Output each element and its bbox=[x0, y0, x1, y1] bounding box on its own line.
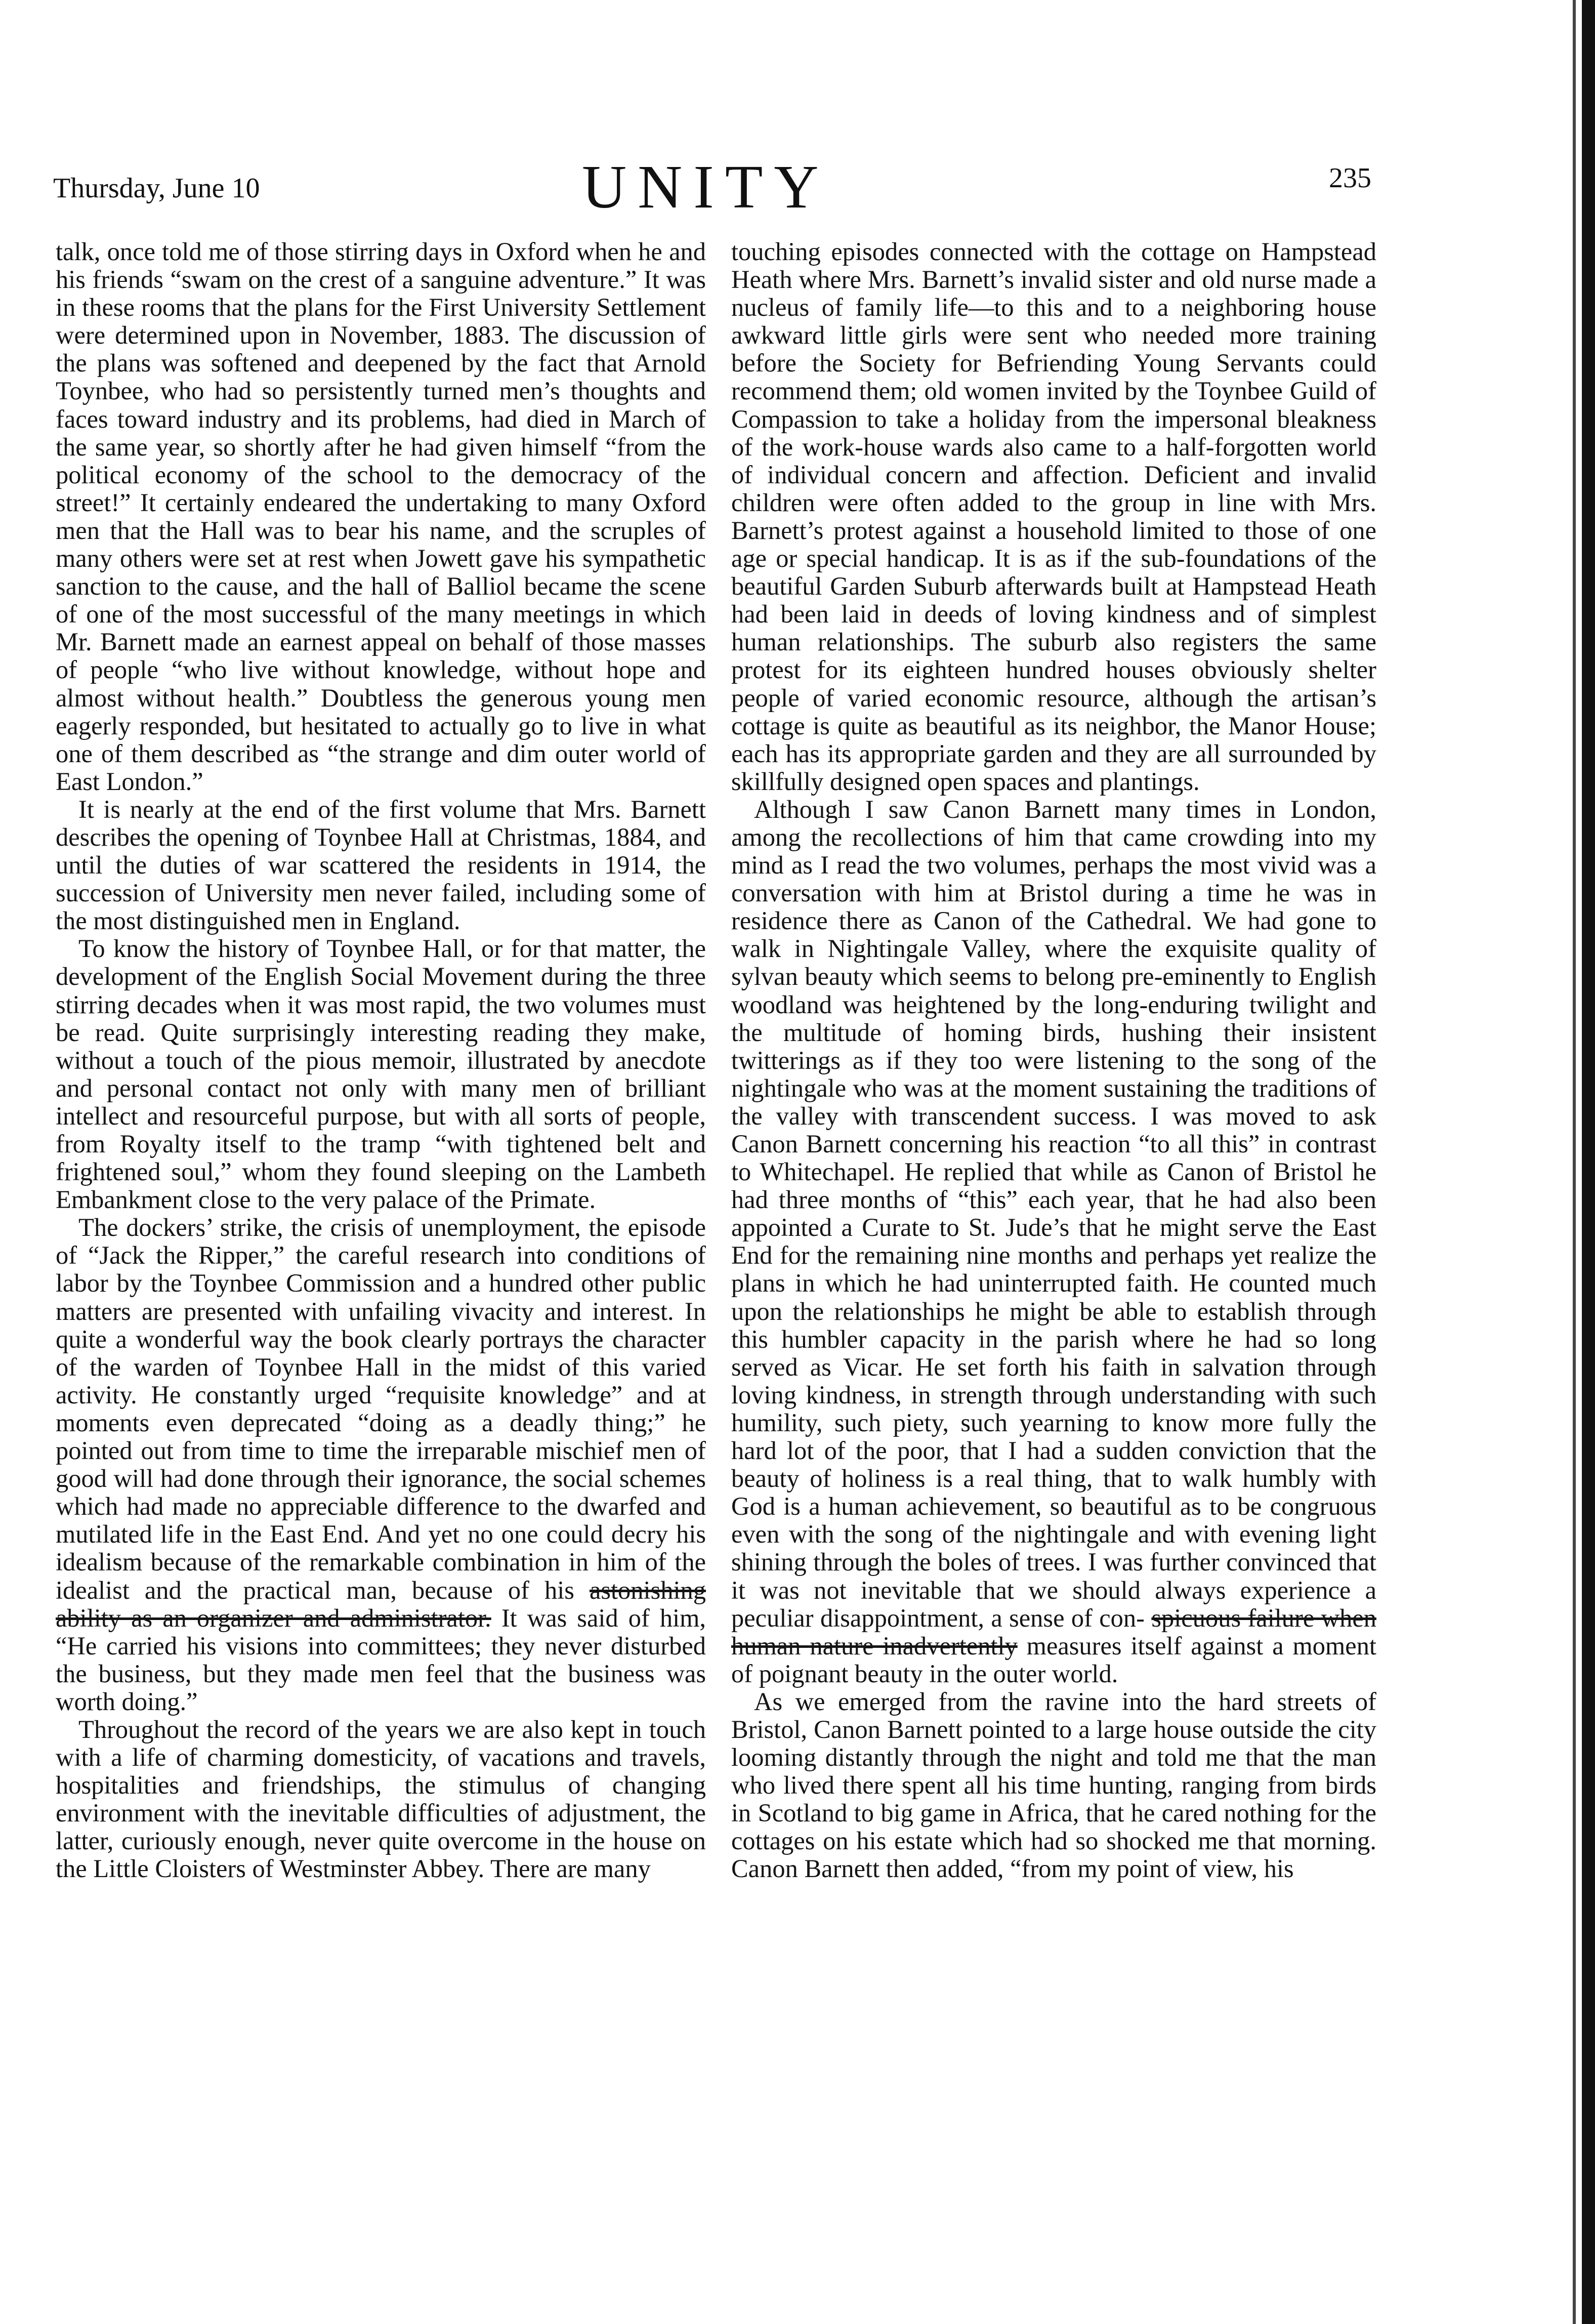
left-paragraph-1: talk, once told me of those stirring days in Oxford when he and his friends “swam on the crest of a sanguine adventure.” It was in these rooms that the plans for the First University Settlement were determined upon in November, 1883. The discussion of the plans was softened and deepened by the fact that Arnold Toynbee, who had so persistently turned men’s thoughts and faces toward industry and its problems, had died in March of the same year, so shortly after he had given himself “from the political economy of the school to the democracy of the street!” It certainly endeared the undertaking to many Oxford men that the Hall was to bear his name, and the scruples of many others were set at rest when Jowett gave his sympathetic sanction to the cause, and the hall of Balliol became the scene of one of the most successful of the many meetings in which Mr. Barnett made an earnest appeal on behalf of those masses of people “who live without knowledge, without hope and almost without health.” Doubtless the generous young men eagerly responded, but hesitated to actually go to live in what one of them described as “the strange and dim outer world of East London.” bbox=[56, 237, 706, 796]
struck-through-text: astonishing ability as an organizer and administrator. bbox=[56, 1575, 706, 1632]
right-paragraph-2 bbox=[731, 796, 1376, 1688]
page-number: 235 bbox=[1329, 162, 1371, 194]
struck-through-text: spicuous failure when human nature inadvertently bbox=[731, 1603, 1376, 1660]
right-column bbox=[731, 238, 1376, 1883]
left-paragraph-3: To know the history of Toynbee Hall, or for that matter, the development of the English Social Movement during the three stirring decades when it was most rapid, the two volumes must be read. Quite surprisingly interesting reading they make, without a touch of the pious memoir, illustrated by anecdote and personal contact not only with many men of brilliant intellect and resourceful purpose, but with all sorts of people, from Royalty itself to the tramp “with tightened belt and frightened soul,” whom they found sleeping on the Lambeth Embankment close to the very palace of the Primate. bbox=[56, 934, 706, 1214]
page-header bbox=[53, 152, 1371, 228]
masthead-title: UNITY bbox=[582, 153, 830, 221]
left-column bbox=[56, 238, 706, 1883]
right-paragraph-3: As we emerged from the ravine into the hard streets of Bristol, Canon Barnett pointed to a large house outside the city looming distantly through the night and told me that the man who lived there spent all his time hunting, ranging from birds in Scotland to big game in Africa, that he cared nothing for the cottages on his estate which had so shocked me that morning. Canon Barnett then added, “from my point of view, his bbox=[731, 1687, 1376, 1883]
issue-date: Thursday, June 10 bbox=[53, 173, 260, 204]
right-paragraph-2-part-a: Although I saw Canon Barnett many times in London, among the recollections of him that came crowding into my mind as I read the two volumes, perhaps the most vivid was a conversation with him at Bristol during a time he was in residence there as Canon of the Cathedral. We had gone to walk in Nightingale Valley, where the exquisite quality of sylvan beauty which seems to belong pre-eminently to English woodland was heightened by the long-enduring twilight and the multitude of homing birds, hushing their insistent twitterings as if they too were listening to the song of the nightingale who was at the moment sustaining the traditions of the valley with transcendent success. I was moved to ask Canon Barnett concerning his reaction “to all this” in contrast to Whitechapel. He replied that while as Canon of Bristol he had three months of “this” each year, that he had also been appointed a Curate to St. Jude’s that he might serve the East End for the remaining nine months and perhaps yet realize the plans in which he had uninterrupted faith. He counted much upon the relationships he might be able to establish through this humbler capacity in the parish where he had so long served as Vicar. He set forth his faith in salvation through loving kindness, in strength through understanding with such humility, such piety, such yearning to know more fully the hard lot of the poor, that I had a sudden conviction that the beauty of holiness is a real thing, that to walk humbly with God is a human achievement, so beautiful as to be congruous even with the song of the nightingale and with evening light shining through the boles of trees. I was further convinced that it was not inevitable that we should always experience a peculiar disappointment, a sense of con- bbox=[731, 795, 1376, 1632]
right-paragraph-2-part-b: measures itself against a moment of poignant beauty in the outer world. bbox=[731, 1631, 1376, 1688]
left-paragraph-5: Throughout the record of the years we are also kept in touch with a life of charming domesticity, of vacations and travels, hospitalities and friendships, the stimulus of changing environment with the inevitable difficulties of adjustment, the latter, curiously enough, never quite overcome in the house on the Little Cloisters of Westminster Abbey. There are many bbox=[56, 1715, 706, 1883]
left-paragraph-4-part-b: It was said of him, “He carried his visions into committees; they never disturbed the business, but they made men feel that the business was worth doing.” bbox=[56, 1603, 706, 1716]
scan-edge-border bbox=[1582, 0, 1595, 2324]
right-paragraph-1: touching episodes connected with the cottage on Hampstead Heath where Mrs. Barnett’s invalid sister and old nurse made a nucleus of family life—to this and to a neighboring house awkward little girls were sent who needed more training before the Society for Befriending Young Servants could recommend them; old women invited by the Toynbee Guild of Compassion to take a holiday from the impersonal bleakness of the work-house wards also came to a half-forgotten world of individual concern and affection. Deficient and invalid children were often added to the group in line with Mrs. Barnett’s protest against a household limited to those of one age or special handicap. It is as if the sub-foundations of the beautiful Garden Suburb afterwards built at Hampstead Heath had been laid in deeds of loving kindness and of simplest human relationships. The suburb also registers the same protest for its eighteen hundred houses obviously shelter people of varied economic resource, although the artisan’s cottage is quite as beautiful as its neighbor, the Manor House; each has its appropriate garden and they are all surrounded by skillfully designed open spaces and plantings. bbox=[731, 237, 1376, 796]
left-paragraph-2: It is nearly at the end of the first volume that Mrs. Barnett describes the opening of Toynbee Hall at Christmas, 1884, and until the duties of war scattered the residents in 1914, the succession of University men never failed, including some of the most distinguished men in England. bbox=[56, 795, 706, 935]
left-paragraph-4 bbox=[56, 1214, 706, 1716]
left-paragraph-4-part-a: The dockers’ strike, the crisis of unemployment, the episode of “Jack the Ripper,” the careful research into conditions of labor by the Toynbee Commission and a hundred other public matters are presented with unfailing vivacity and interest. In quite a wonderful way the book clearly portrays the character of the warden of Toynbee Hall in the midst of this varied activity. He constantly urged “requisite knowledge” and at moments even deprecated “doing as a deadly thing;” he pointed out from time to time the irreparable mischief men of good will had done through their ignorance, the social schemes which had made no appreciable difference to the dwarfed and mutilated life in the East End. And yet no one could decry his idealism because of the remarkable combination in him of the idealist and the practical man, because of his bbox=[56, 1213, 706, 1604]
